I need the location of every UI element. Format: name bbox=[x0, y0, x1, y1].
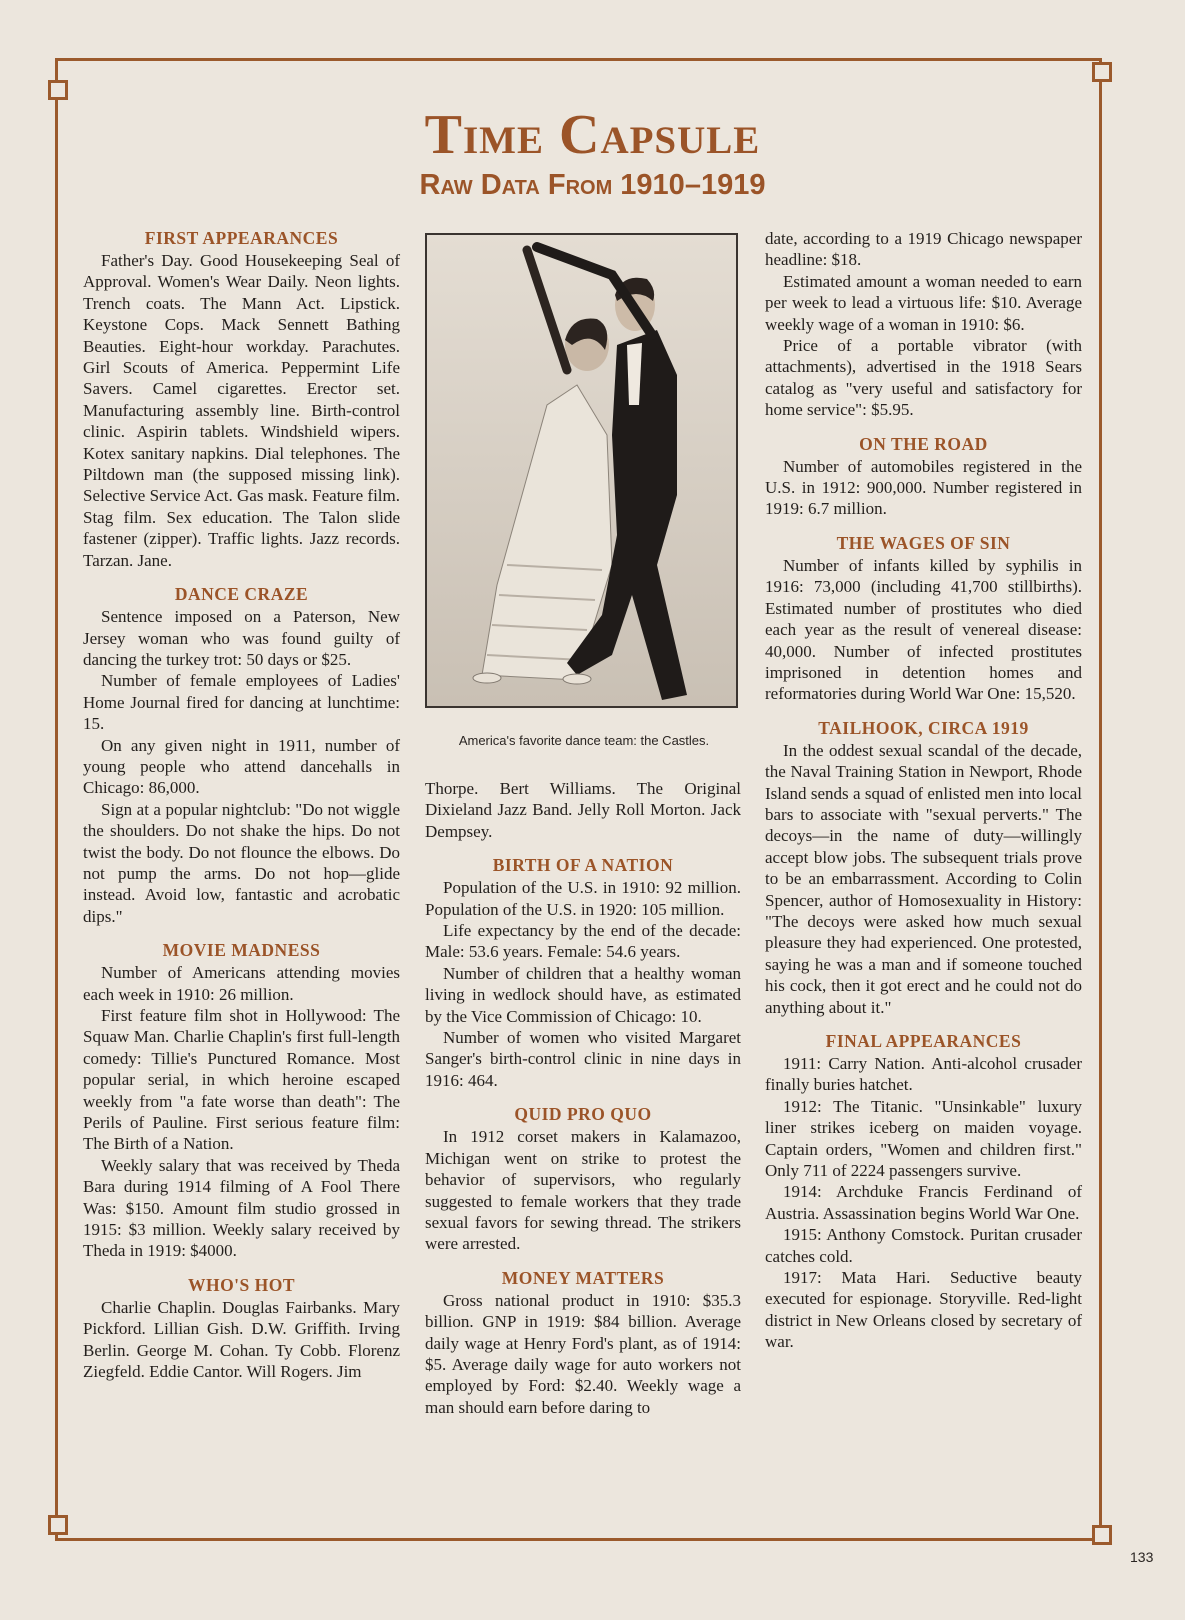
section-heading: ON THE ROAD bbox=[859, 433, 988, 454]
section-heading: MOVIE MADNESS bbox=[162, 940, 321, 961]
section-heading: TAILHOOK, CIRCA 1919 bbox=[818, 717, 1029, 738]
paragraph: Sentence imposed on a Paterson, New Jersey woman who was found guilty of dancing the turkey trot: 50 days or $25. bbox=[83, 607, 400, 669]
corner-ornament bbox=[48, 1515, 68, 1535]
corner-ornament bbox=[1092, 1525, 1112, 1545]
section-heading: BIRTH OF A NATION bbox=[492, 855, 674, 876]
column-2 bbox=[425, 778, 741, 1418]
paragraph: Gross national product in 1910: $35.3 billion. GNP in 1919: $84 billion. Average daily wage at Henry Ford's plant, as of 1914: $5. Average daily wage for auto workers not employed by Ford: $2.40. Weekly wage a man should earn before daring to bbox=[425, 1290, 741, 1417]
section-heading: WHO'S HOT bbox=[187, 1274, 296, 1295]
section-heading: FIRST APPEARANCES bbox=[144, 228, 339, 248]
paragraph: Number of Americans attending movies each week in 1910: 26 million. bbox=[83, 963, 400, 1004]
section-heading: QUID PRO QUO bbox=[514, 1104, 652, 1125]
section-heading: MONEY MATTERS bbox=[501, 1267, 665, 1288]
photo-caption: America's favorite dance team: the Castles. bbox=[458, 733, 710, 748]
page-title: Time Capsule bbox=[424, 104, 761, 166]
paragraph: Thorpe. Bert Williams. The Original Dixieland Jazz Band. Jelly Roll Morton. Jack Dempsey. bbox=[425, 779, 741, 841]
paragraph: 1911: Carry Nation. Anti-alcohol crusader finally buries hatchet. bbox=[765, 1054, 1082, 1095]
paragraph: Sign at a popular nightclub: "Do not wiggle the shoulders. Do not shake the hips. Do not twist the body. Do not flounce the elbows. Do not pump the arms. Do not hop—glide instead. Avoid low, fantastic and acrobatic dips." bbox=[83, 799, 400, 926]
section-heading: FINAL APPEARANCES bbox=[825, 1031, 1022, 1051]
section-heading: THE WAGES OF SIN bbox=[836, 532, 1011, 553]
paragraph: In 1912 corset makers in Kalamazoo, Michigan went on strike to protest the behavior of supervisors, who regularly suggested to female workers that they trade sexual favors for sewing thread. The strikers were arrested. bbox=[425, 1127, 741, 1254]
corner-ornament bbox=[1092, 62, 1112, 82]
paragraph: 1912: The Titanic. "Unsinkable" luxury liner strikes iceberg on maiden voyage. Captain orders, "Women and children first." Only 711 of 2224 passengers survive. bbox=[765, 1096, 1082, 1181]
paragraph: On any given night in 1911, number of young people who attend dancehalls in Chicago: 86,000. bbox=[83, 735, 400, 798]
corner-ornament bbox=[48, 80, 68, 100]
paragraph: 1914: Archduke Francis Ferdinand of Austria. Assassination begins World War One. bbox=[765, 1182, 1082, 1223]
paragraph: Number of female employees of Ladies' Home Journal fired for dancing at lunchtime: 15. bbox=[83, 671, 400, 734]
paragraph: 1917: Mata Hari. Seductive beauty executed for espionage. Storyville. Red-light district in New Orleans closed by secretary of war. bbox=[765, 1268, 1082, 1352]
paragraph: Life expectancy by the end of the decade: Male: 53.6 years. Female: 54.6 years. bbox=[425, 921, 741, 962]
paragraph: Number of children that a healthy woman living in wedlock should have, as estimated by the Vice Commission of Chicago: 10. bbox=[425, 963, 741, 1026]
paragraph: Weekly salary that was received by Theda Bara during 1914 filming of A Fool There Was: $150. Amount film studio grossed in 1915: $3 million. Weekly salary received by Theda in 1919: $4000. bbox=[83, 1155, 400, 1261]
paragraph: Number of infants killed by syphilis in 1916: 73,000 (including 41,700 stillbirths). Estimated number of prostitutes who died each year as the result of venereal disease: 40,000. Number of infected prostitutes imprisoned in detention homes and reformatories during World War One: 15,520. bbox=[765, 555, 1082, 704]
paragraph: date, according to a 1919 Chicago newspaper headline: $18. bbox=[765, 229, 1082, 270]
paragraph: First feature film shot in Hollywood: The Squaw Man. Charlie Chaplin's first full-length comedy: Tillie's Punctured Romance. Most popular serial, in which heroine escaped weekly from "a fate worse than death": The Perils of Pauline. First serious feature film: The Birth of a Nation. bbox=[83, 1006, 400, 1154]
paragraph: Number of women who visited Margaret Sanger's birth-control clinic in nine days in 1916: 464. bbox=[425, 1028, 741, 1090]
section-heading: DANCE CRAZE bbox=[174, 584, 309, 605]
paragraph: Population of the U.S. in 1910: 92 million. Population of the U.S. in 1920: 105 million. bbox=[425, 878, 741, 919]
page-subtitle: Raw Data From 1910–1919 bbox=[419, 169, 766, 201]
paragraph: In the oddest sexual scandal of the decade, the Naval Training Station in Newport, Rhode Island sends a squad of enlisted men into local bars to associate with "sexual perverts." The decoys—in the name of duty—willingly accept blow jobs. The subsequent trials prove to be an embarrassment. According to Colin Spencer, author of Homosexuality in History: "The decoys were asked how much sexual pleasure they had experienced. One protested, saying he was a man and if someone touched his cock, then it got erect and he could not do anything about it." bbox=[765, 740, 1082, 1017]
paragraph: 1915: Anthony Comstock. Puritan crusader catches cold. bbox=[765, 1225, 1082, 1266]
paragraph: Number of automobiles registered in the U.S. in 1912: 900,000. Number registered in 1919: 6.7 million. bbox=[765, 456, 1082, 519]
paragraph: Price of a portable vibrator (with attachments), advertised in the 1918 Sears catalog as "very useful and satisfactory for home service": $5.95. bbox=[765, 336, 1082, 420]
column-3 bbox=[765, 228, 1082, 1353]
dance-team-photo bbox=[425, 233, 738, 708]
dancers-illustration bbox=[427, 235, 736, 706]
paragraph: Estimated amount a woman needed to earn per week to lead a virtuous life: $10. Average weekly wage of a woman in 1910: $6. bbox=[765, 271, 1082, 334]
column-1 bbox=[83, 228, 400, 1383]
paragraph: Father's Day. Good Housekeeping Seal of Approval. Women's Wear Daily. Neon lights. Trench coats. The Mann Act. Lipstick. Keystone Cops. Mack Sennett Bathing Beauties. Eight-hour workday. Parachutes. Girl Scouts of America. Peppermint Life Savers. Camel cigarettes. Erector set. Manufacturing assembly line. Birth-control clinic. Aspirin tablets. Windshield wipers. Kotex sanitary napkins. Dial telephones. The Piltdown man (the supposed missing link). Selective Service Act. Gas mask. Feature film. Stag film. Sex education. The Talon slide fastener (zipper). Traffic lights. Jazz records. Tarzan. Jane. bbox=[83, 251, 400, 570]
paragraph: Charlie Chaplin. Douglas Fairbanks. Mary Pickford. Lillian Gish. D.W. Griffith. Irving Berlin. George M. Cohan. Ty Cobb. Florenz Ziegfeld. Eddie Cantor. Will Rogers. Jim bbox=[83, 1297, 400, 1382]
page-number: 133 bbox=[1130, 1549, 1154, 1565]
